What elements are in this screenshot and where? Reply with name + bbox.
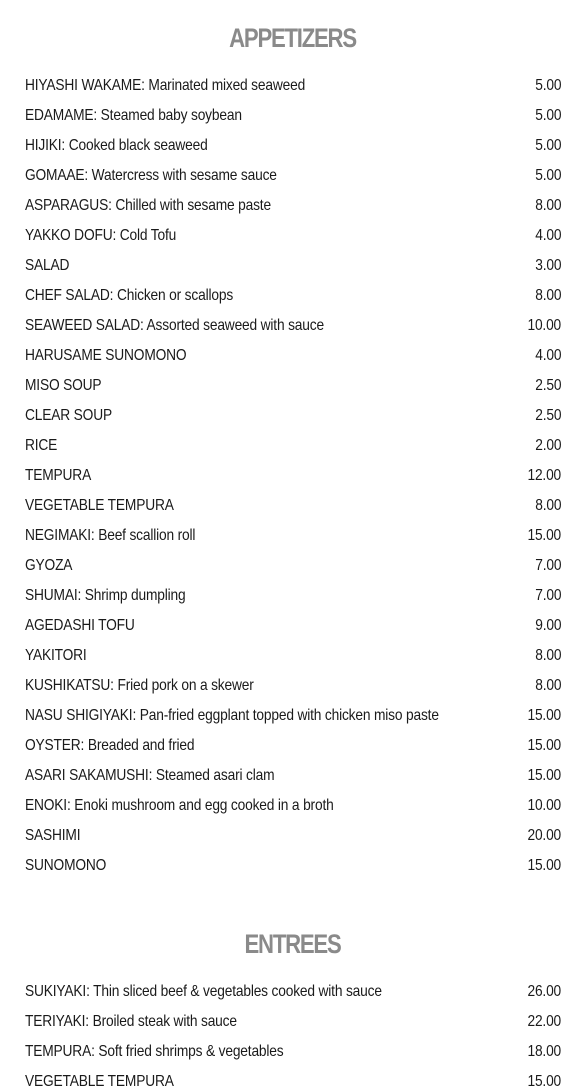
item-name: HIJIKI: Cooked black seaweed — [25, 137, 208, 154]
menu-item — [25, 311, 561, 341]
item-name: SHUMAI: Shrimp dumpling — [25, 587, 186, 604]
item-price: 5.00 — [534, 167, 561, 184]
item-name: GOMAAE: Watercress with sesame sauce — [25, 167, 277, 184]
item-price: 8.00 — [534, 647, 561, 664]
item-name: VEGETABLE TEMPURA — [25, 497, 174, 514]
item-price: 8.00 — [534, 677, 561, 694]
item-price: 15.00 — [527, 707, 561, 724]
item-price: 2.00 — [534, 437, 561, 454]
item-price: 5.00 — [534, 107, 561, 124]
item-price: 9.00 — [534, 617, 561, 634]
menu-item — [25, 401, 561, 431]
menu-item — [25, 431, 561, 461]
menu-item — [25, 191, 561, 221]
entrees-list — [25, 977, 561, 1087]
menu-item — [25, 251, 561, 281]
menu-item — [25, 701, 561, 731]
menu-item — [25, 71, 561, 101]
item-name: HARUSAME SUNOMONO — [25, 347, 187, 364]
item-name: EDAMAME: Steamed baby soybean — [25, 107, 242, 124]
menu-item — [25, 341, 561, 371]
item-price: 2.50 — [534, 377, 561, 394]
item-name: TEMPURA: Soft fried shrimps & vegetables — [25, 1043, 284, 1060]
menu-item — [25, 851, 561, 881]
menu-item — [25, 281, 561, 311]
item-price: 10.00 — [527, 797, 561, 814]
item-name: KUSHIKATSU: Fried pork on a skewer — [25, 677, 254, 694]
item-name: TEMPURA — [25, 467, 92, 484]
item-name: ASARI SAKAMUSHI: Steamed asari clam — [25, 767, 275, 784]
item-name: SUNOMONO — [25, 857, 107, 874]
menu-item — [25, 1037, 561, 1067]
appetizers-heading: APPETIZERS — [229, 23, 356, 53]
item-price: 7.00 — [534, 557, 561, 574]
menu-item — [25, 581, 561, 611]
item-price: 22.00 — [527, 1013, 561, 1030]
item-price: 5.00 — [534, 137, 561, 154]
item-name: OYSTER: Breaded and fried — [25, 737, 195, 754]
menu-item — [25, 521, 561, 551]
item-name: YAKKO DOFU: Cold Tofu — [25, 227, 177, 244]
menu-item — [25, 611, 561, 641]
menu-item — [25, 761, 561, 791]
item-price: 15.00 — [527, 527, 561, 544]
item-name: NEGIMAKI: Beef scallion roll — [25, 527, 196, 544]
item-name: TERIYAKI: Broiled steak with sauce — [25, 1013, 237, 1030]
item-name: SALAD — [25, 257, 70, 274]
item-price: 3.00 — [534, 257, 561, 274]
item-name: HIYASHI WAKAME: Marinated mixed seaweed — [25, 77, 306, 94]
item-price: 7.00 — [534, 587, 561, 604]
item-price: 18.00 — [527, 1043, 561, 1060]
item-price: 15.00 — [527, 1073, 561, 1087]
item-name: MISO SOUP — [25, 377, 102, 394]
appetizers-list — [25, 71, 561, 881]
item-price: 15.00 — [527, 737, 561, 754]
item-price: 8.00 — [534, 287, 561, 304]
item-name: NASU SHIGIYAKI: Pan-fried eggplant topped with chicken miso paste — [25, 707, 439, 724]
entrees-heading: ENTREES — [244, 929, 341, 959]
item-price: 4.00 — [534, 227, 561, 244]
menu-item — [25, 461, 561, 491]
menu-item — [25, 821, 561, 851]
item-price: 12.00 — [527, 467, 561, 484]
menu-item — [25, 491, 561, 521]
menu-item — [25, 131, 561, 161]
item-price: 20.00 — [527, 827, 561, 844]
menu-item — [25, 791, 561, 821]
menu-item — [25, 371, 561, 401]
item-name: CLEAR SOUP — [25, 407, 112, 424]
item-name: ASPARAGUS: Chilled with sesame paste — [25, 197, 271, 214]
item-name: SASHIMI — [25, 827, 81, 844]
menu-item — [25, 731, 561, 761]
menu-item — [25, 977, 561, 1007]
item-name: RICE — [25, 437, 58, 454]
item-name: CHEF SALAD: Chicken or scallops — [25, 287, 234, 304]
item-price: 8.00 — [534, 497, 561, 514]
item-name: ENOKI: Enoki mushroom and egg cooked in a broth — [25, 797, 334, 814]
item-price: 26.00 — [527, 983, 561, 1000]
item-name: GYOZA — [25, 557, 73, 574]
item-price: 10.00 — [527, 317, 561, 334]
menu-item — [25, 221, 561, 251]
item-name: VEGETABLE TEMPURA — [25, 1073, 174, 1087]
item-name: SUKIYAKI: Thin sliced beef & vegetables cooked with sauce — [25, 983, 382, 1000]
item-price: 2.50 — [534, 407, 561, 424]
menu-item — [25, 641, 561, 671]
menu-item — [25, 1007, 561, 1037]
item-name: AGEDASHI TOFU — [25, 617, 135, 634]
item-price: 15.00 — [527, 857, 561, 874]
item-name: YAKITORI — [25, 647, 87, 664]
menu-item — [25, 551, 561, 581]
item-price: 8.00 — [534, 197, 561, 214]
menu-item — [25, 101, 561, 131]
menu-item — [25, 1067, 561, 1087]
item-price: 4.00 — [534, 347, 561, 364]
item-price: 15.00 — [527, 767, 561, 784]
item-price: 5.00 — [534, 77, 561, 94]
menu-item — [25, 671, 561, 701]
item-name: SEAWEED SALAD: Assorted seaweed with sauce — [25, 317, 324, 334]
menu-item — [25, 161, 561, 191]
